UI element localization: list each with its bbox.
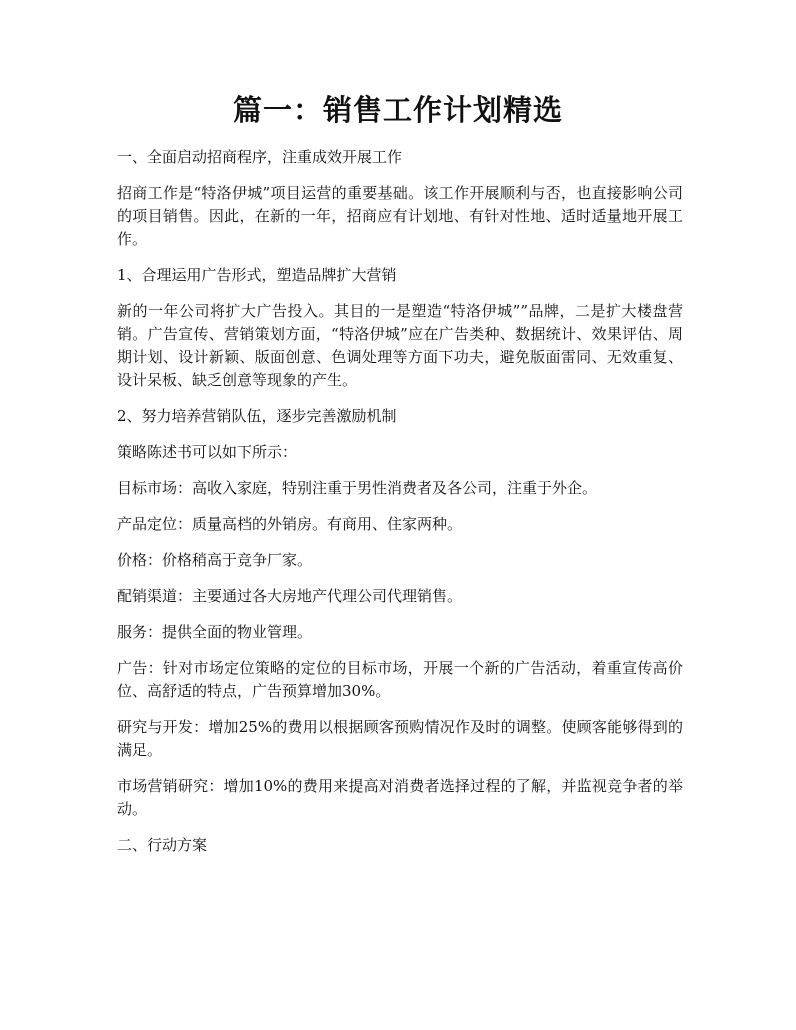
section-heading: 二、行动方案 [117,836,208,854]
strategy-item-target-market: 目标市场：高收入家庭，特别注重于男性消费者及各公司，注重于外企。 [117,479,598,497]
strategy-item-advertising: 广告：针对市场定位策略的定位的目标市场，开展一个新的广告活动，着重宣传高价位、高舒适的特点，广告预算增加30%。 [117,659,683,700]
strategy-item-product-positioning: 产品定位：质量高档的外销房。有商用、住家两种。 [117,515,463,533]
document-body [117,146,683,870]
subsection-heading: 1、合理运用广告形式，塑造品牌扩大营销 [117,266,397,284]
body-paragraph: 策略陈述书可以如下所示： [117,443,298,461]
strategy-item-distribution: 配销渠道：主要通过各大房地产代理公司代理销售。 [117,587,463,605]
page-title: 篇一：销售工作计划精选 [232,93,563,127]
body-paragraph: 新的一年公司将扩大广告投入。其目的一是塑造“特洛伊城””品牌，二是扩大楼盘营销。广告宣传、营销策划方面，“特洛伊城”应在广告类种、数据统计、效果评估、周期计划、设计新颖、版面创意、色调处理等方面下功夫，避免版面雷同、无效重复、设计呆板、缺乏创意等现象的产生。 [117,302,683,389]
strategy-item-price: 价格：价格稍高于竞争厂家。 [117,551,313,569]
section-heading: 一、全面启动招商程序，注重成效开展工作 [117,148,403,166]
strategy-item-market-research: 市场营销研究：增加10%的费用来提高对消费者选择过程的了解，并监视竞争者的举动。 [117,777,683,818]
body-paragraph: 招商工作是“特洛伊城”项目运营的重要基础。该工作开展顺利与否，也直接影响公司的项目销售。因此，在新的一年，招商应有计划地、有针对性地、适时适量地开展工作。 [117,184,683,248]
strategy-item-rnd: 研究与开发：增加25%的费用以根据顾客预购情况作及时的调整。使顾客能够得到的满足。 [117,718,683,759]
subsection-heading: 2、努力培养营销队伍，逐步完善激励机制 [117,407,397,425]
strategy-item-service: 服务：提供全面的物业管理。 [117,623,313,641]
